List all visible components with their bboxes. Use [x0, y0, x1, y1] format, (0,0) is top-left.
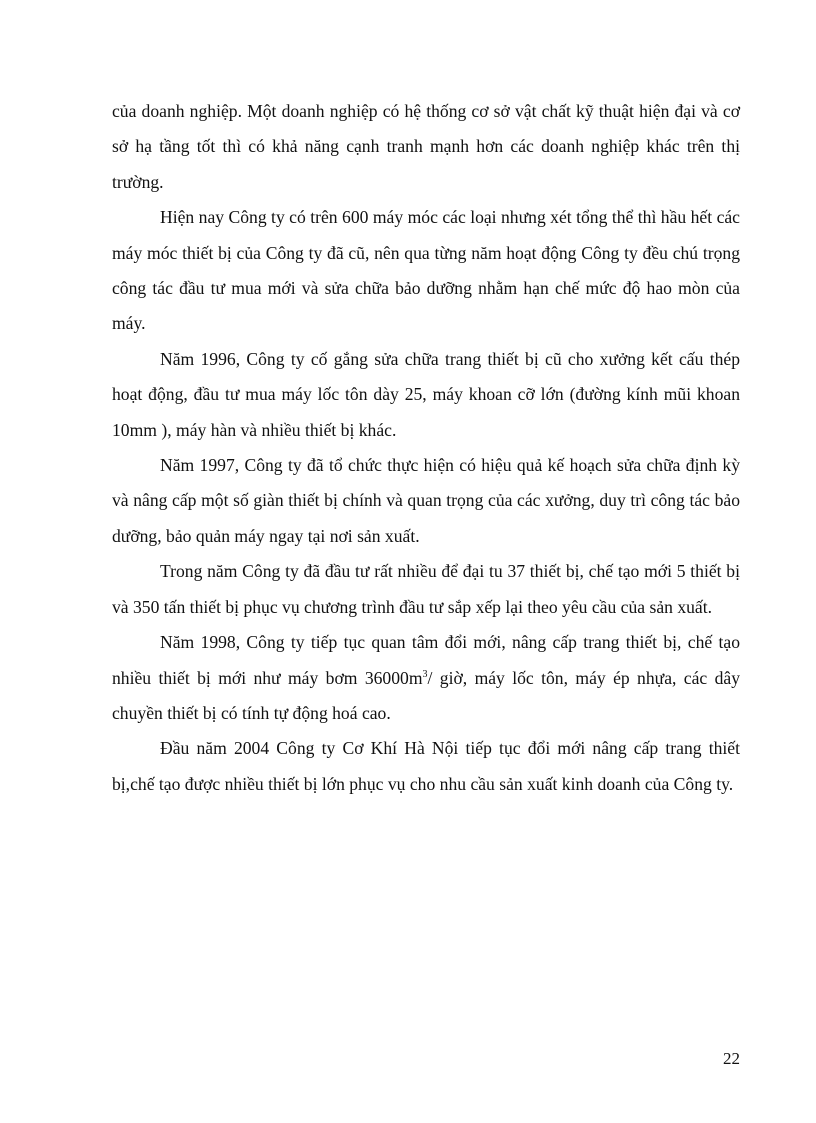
paragraph-investment: Trong năm Công ty đã đầu tư rất nhiều để đại tu 37 thiết bị, chế tạo mới 5 thiết bị và 350 tấn thiết bị phục vụ chương trình đầu tư sắp xếp lại theo yêu cầu của sản xuất. [112, 561, 740, 617]
paragraph-year-1997: Năm 1997, Công ty đã tổ chức thực hiện có hiệu quả kế hoạch sửa chữa định kỳ và nâng cấp một số giàn thiết bị chính và quan trọng của các xưởng, duy trì công tác bảo dưỡng, bảo quản máy ngay tại nơi sản xuất. [112, 455, 740, 546]
paragraph-year-2004: Đầu năm 2004 Công ty Cơ Khí Hà Nội tiếp tục đổi mới nâng cấp trang thiết bị,chế tạo được nhiều thiết bị lớn phục vụ cho nhu cầu sản xuất kinh doanh của Công ty. [112, 738, 740, 794]
superscript-cubic: 3 [422, 668, 428, 680]
paragraph-year-1998 [112, 625, 740, 731]
paragraph-year-1998-text-after: / giờ, máy lốc tôn, máy ép nhựa, các dây chuyền thiết bị có tính tự động hoá cao. [112, 667, 740, 723]
paragraph-year-1998-text-before: Năm 1998, Công ty tiếp tục quan tâm đổi mới, nâng cấp trang thiết bị, chế tạo nhiều thiết bị mới như máy bơm 36000m [112, 632, 740, 688]
page-number: 22 [723, 1049, 740, 1068]
page-body [112, 94, 740, 802]
paragraph-continuation: của doanh nghiệp. Một doanh nghiệp có hệ thống cơ sở vật chất kỹ thuật hiện đại và cơ sở hạ tầng tốt thì có khả năng cạnh tranh mạnh hơn các doanh nghiệp khác trên thị trường. [112, 101, 740, 192]
paragraph-year-1996: Năm 1996, Công ty cố gắng sửa chữa trang thiết bị cũ cho xưởng kết cấu thép hoạt động, đầu tư mua máy lốc tôn dày 25, máy khoan cỡ lớn (đường kính mũi khoan 10mm ), máy hàn và nhiều thiết bị khác. [112, 348, 740, 440]
paragraph-machinery-overview: Hiện nay Công ty có trên 600 máy móc các loại nhưng xét tổng thể thì hầu hết các máy móc thiết bị của Công ty đã cũ, nên qua từng năm hoạt động Công ty đều chú trọng công tác đầu tư mua mới và sửa chữa bảo dưỡng nhằm hạn chế mức độ hao mòn của máy. [112, 207, 740, 334]
